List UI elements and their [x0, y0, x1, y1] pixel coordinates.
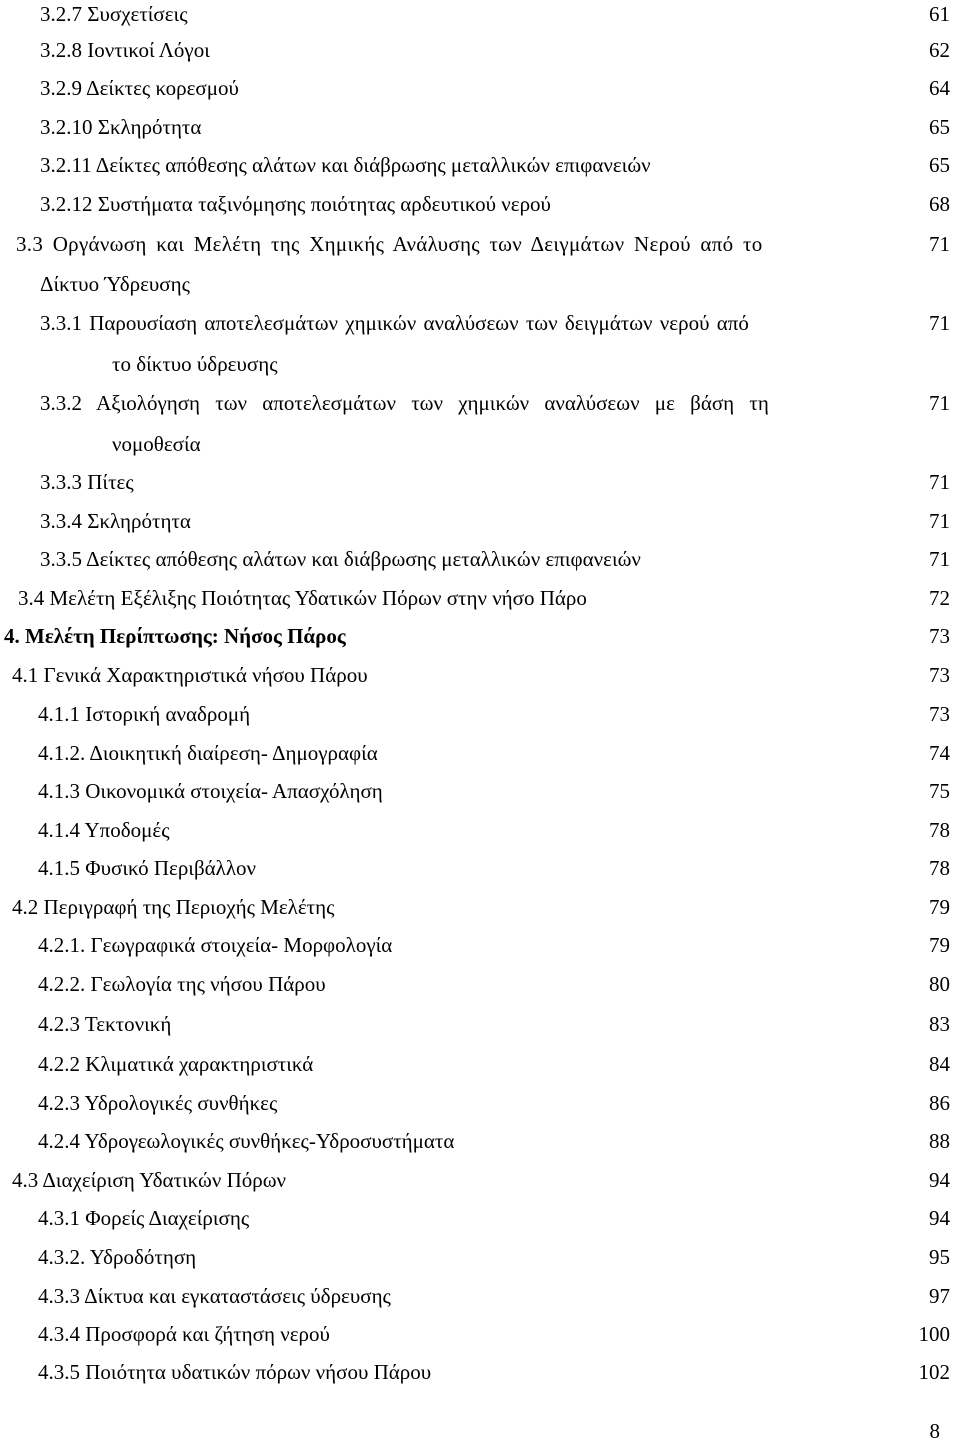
toc-entry-page: 86: [929, 1091, 950, 1115]
toc-entry: [0, 1243, 960, 1271]
toc-entry-title: 4.1.5 Φυσικό Περιβάλλον: [38, 856, 256, 880]
toc-entry-page: 95: [929, 1245, 950, 1269]
toc-entry-title: 4.2.3 Τεκτονική: [38, 1012, 172, 1036]
toc-entry-continuation-row: [0, 350, 960, 378]
toc-entry-title: 4.3.3 Δίκτυα και εγκαταστάσεις ύδρευσης: [38, 1284, 391, 1308]
toc-entry-title: 3.2.9 Δείκτες κορεσμού: [40, 76, 239, 100]
toc-entry-page: 64: [929, 76, 950, 100]
toc-entry: [0, 309, 960, 337]
toc-entry: [0, 113, 960, 141]
toc-entry: [0, 151, 960, 179]
toc-entry-title: 4.1.3 Οικονομικά στοιχεία- Απασχόληση: [38, 779, 383, 803]
toc-entry-title: 4.2 Περιγραφή της Περιοχής Μελέτης: [12, 895, 335, 919]
toc-entry-chapter: [0, 622, 960, 650]
toc-entry: [0, 190, 960, 218]
toc-entry: [0, 1320, 960, 1348]
toc-entry-page: 65: [929, 153, 950, 177]
toc-entry-title: 3.3 Οργάνωση και Μελέτη της Χημικής Ανάλυσης των Δειγμάτων Νερού από το: [16, 232, 763, 256]
toc-entry-continuation: νομοθεσία: [112, 432, 201, 456]
toc-entry-page: 75: [929, 779, 950, 803]
toc-entry-title: 4.3.4 Προσφορά και ζήτηση νερού: [38, 1322, 330, 1346]
toc-entry: [0, 893, 960, 921]
toc-entry-continuation: το δίκτυο ύδρευσης: [112, 352, 278, 376]
toc-entry-title: 4.1 Γενικά Χαρακτηριστικά νήσου Πάρου: [12, 663, 368, 687]
toc-entry-title: 4.2.1. Γεωγραφικά στοιχεία- Μορφολογία: [38, 933, 393, 957]
toc-entry: [0, 468, 960, 496]
toc-entry-page: 72: [929, 586, 950, 610]
toc-entry-title: 4.3.5 Ποιότητα υδατικών πόρων νήσου Πάρου: [38, 1360, 432, 1384]
toc-entry-title: 4.1.2. Διοικητική διαίρεση- Δημογραφία: [38, 741, 378, 765]
toc-entry: [0, 1282, 960, 1310]
toc-entry-page: 71: [929, 232, 950, 256]
toc-entry-page: 94: [929, 1206, 950, 1230]
toc-entry-page: 73: [929, 702, 950, 726]
toc-entry-page: 73: [929, 624, 950, 648]
toc-entry-page: 83: [929, 1012, 950, 1036]
toc-entry-title: 3.2.8 Ιοντικοί Λόγοι: [40, 38, 210, 62]
toc-entry: [0, 389, 960, 417]
toc-entry-page: 62: [929, 38, 950, 62]
toc-entry-page: 65: [929, 115, 950, 139]
toc-entry-title: 4.1.1 Ιστορική αναδρομή: [38, 702, 251, 726]
toc-entry: [0, 1358, 960, 1386]
toc-entry-page: 94: [929, 1168, 950, 1192]
toc-entry-page: 88: [929, 1129, 950, 1153]
toc-entry: [0, 1204, 960, 1232]
toc-entry-page: 84: [929, 1052, 950, 1076]
toc-entry-continuation-row: [0, 430, 960, 458]
toc-entry-page: 79: [929, 895, 950, 919]
toc-entry-title: 4.3 Διαχείριση Υδατικών Πόρων: [12, 1168, 287, 1192]
toc-entry-page: 100: [918, 1322, 950, 1346]
toc-entry: [0, 1010, 960, 1038]
toc-entry-title: 3.2.12 Συστήματα ταξινόμησης ποιότητας αρδευτικού νερού: [40, 192, 551, 216]
toc-entry-page: 97: [929, 1284, 950, 1308]
toc-entry: [0, 1050, 960, 1078]
toc-entry: [0, 777, 960, 805]
page-number: 8: [929, 1419, 940, 1443]
toc-entry-title: 4. Μελέτη Περίπτωσης: Νήσος Πάρος: [4, 624, 346, 648]
toc-entry: [0, 816, 960, 844]
toc-entry: [0, 700, 960, 728]
toc-entry-page: 61: [929, 2, 950, 26]
toc-entry-page: 78: [929, 818, 950, 842]
toc-entry-title: 4.3.2. Υδροδότηση: [38, 1245, 197, 1269]
toc-entry-title: 3.4 Μελέτη Εξέλιξης Ποιότητας Υδατικών Πόρων στην νήσο Πάρο: [18, 586, 587, 610]
toc-entry-title: 3.2.10 Σκληρότητα: [40, 115, 202, 139]
toc-entry-page: 71: [929, 311, 950, 335]
toc-entry: [0, 1089, 960, 1117]
toc-entry-title: 4.2.4 Υδρογεωλογικές συνθήκες-Υδροσυστήματα: [38, 1129, 455, 1153]
toc-entry-title: 4.1.4 Υποδομές: [38, 818, 170, 842]
toc-entry: [0, 36, 960, 64]
toc-entry-continuation-row: [0, 270, 960, 298]
toc-entry: [0, 931, 960, 959]
toc-entry-page: 74: [929, 741, 950, 765]
toc-entry-page: 78: [929, 856, 950, 880]
toc-entry: [0, 584, 960, 612]
toc-entry: [0, 545, 960, 573]
toc-entry-title: 4.3.1 Φορείς Διαχείρισης: [38, 1206, 250, 1230]
toc-entry: [0, 739, 960, 767]
toc-entry-title: 4.2.2. Γεωλογία της νήσου Πάρου: [38, 972, 326, 996]
toc-entry: [0, 661, 960, 689]
toc-entry-title: 3.2.7 Συσχετίσεις: [40, 2, 188, 26]
toc-entry-title: 4.2.3 Υδρολογικές συνθήκες: [38, 1091, 278, 1115]
toc-entry-title: 3.3.2 Αξιολόγηση των αποτελεσμάτων των χημικών αναλύσεων με βάση τη: [40, 391, 769, 415]
toc-entry-title: 3.3.5 Δείκτες απόθεσης αλάτων και διάβρωσης μεταλλικών επιφανειών: [40, 547, 641, 571]
toc-entry: [0, 74, 960, 102]
toc-entry-page: 80: [929, 972, 950, 996]
toc-entry-page: 73: [929, 663, 950, 687]
toc-entry: [0, 970, 960, 998]
toc-entry: [0, 1166, 960, 1194]
toc-entry: [0, 854, 960, 882]
toc-entry: [0, 230, 960, 258]
toc-entry-title: 4.2.2 Κλιματικά χαρακτηριστικά: [38, 1052, 314, 1076]
toc-entry-page: 71: [929, 470, 950, 494]
toc-entry-continuation: Δίκτυο Ύδρευσης: [40, 272, 190, 296]
toc-entry-page: 71: [929, 547, 950, 571]
toc-entry-page: 79: [929, 933, 950, 957]
toc-entry: [0, 507, 960, 535]
toc-entry-page: 68: [929, 192, 950, 216]
toc-entry: [0, 0, 960, 28]
toc-entry: [0, 1127, 960, 1155]
toc-entry-title: 3.3.1 Παρουσίαση αποτελεσμάτων χημικών αναλύσεων των δειγμάτων νερού από: [40, 311, 749, 335]
toc-entry-title: 3.3.3 Πίτες: [40, 470, 134, 494]
toc-entry-title: 3.3.4 Σκληρότητα: [40, 509, 191, 533]
toc-entry-title: 3.2.11 Δείκτες απόθεσης αλάτων και διάβρωσης μεταλλικών επιφανειών: [40, 153, 651, 177]
toc-entry-page: 71: [929, 391, 950, 415]
toc-entry-page: 71: [929, 509, 950, 533]
toc-entry-page: 102: [918, 1360, 950, 1384]
